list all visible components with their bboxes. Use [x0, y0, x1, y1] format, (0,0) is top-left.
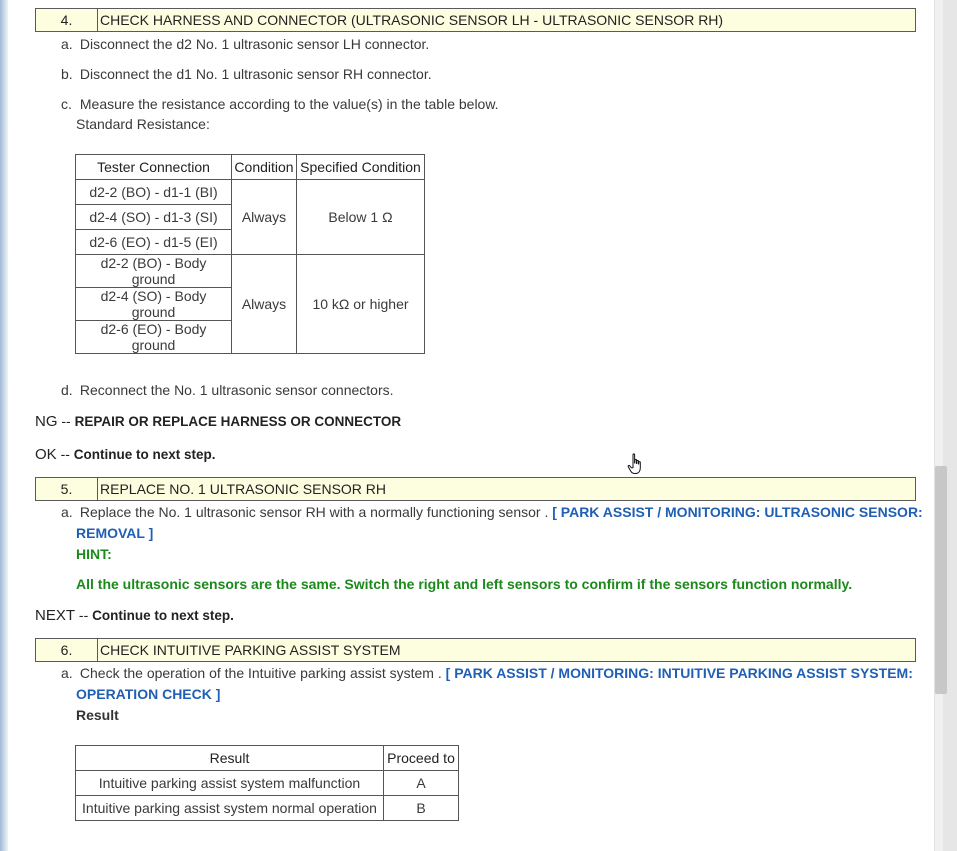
scrollbar-track[interactable]	[943, 0, 957, 851]
outcome-text: REPAIR OR REPLACE HARNESS OR CONNECTOR	[74, 414, 402, 429]
table-header: Proceed to	[384, 746, 459, 771]
next-outcome: NEXT -- Continue to next step.	[35, 607, 234, 624]
table-row	[76, 796, 459, 821]
hint-label: HINT:	[76, 546, 112, 562]
hint-text: All the ultrasonic sensors are the same. Switch the right and left sensors to confirm if the sensors function normally.	[76, 576, 853, 592]
vertical-scrollbar[interactable]	[934, 0, 957, 851]
outcome-text: Continue to next step.	[92, 608, 234, 623]
table-header: Tester Connection	[76, 155, 232, 180]
table-header: Condition	[232, 155, 297, 180]
step-number: 4.	[36, 9, 98, 31]
step-title: CHECK HARNESS AND CONNECTOR (ULTRASONIC SENSOR LH - ULTRASONIC SENSOR RH)	[100, 12, 724, 28]
outcome-code: NG	[35, 413, 58, 430]
step-4-item-d: d. Reconnect the No. 1 ultrasonic sensor connectors.	[61, 382, 394, 398]
standard-resistance-label: Standard Resistance:	[76, 116, 210, 132]
operation-check-link-cont[interactable]: OPERATION CHECK ]	[76, 686, 221, 702]
step-number: 6.	[36, 639, 98, 661]
table-cell: d2-2 (BO) - Body ground	[76, 255, 232, 288]
table-cell: d2-4 (SO) - d1-3 (SI)	[76, 205, 232, 230]
table-row	[76, 255, 425, 288]
step-5-header	[35, 477, 916, 501]
table-cell: Below 1 Ω	[297, 180, 425, 255]
hand-cursor-icon	[627, 453, 645, 475]
table-cell: A	[384, 771, 459, 796]
table-header: Result	[76, 746, 384, 771]
table-cell: Always	[232, 180, 297, 255]
result-table	[75, 745, 459, 821]
table-cell: Always	[232, 255, 297, 354]
outcome-code: NEXT	[35, 607, 76, 624]
step-title: CHECK INTUITIVE PARKING ASSIST SYSTEM	[100, 642, 401, 658]
table-cell: B	[384, 796, 459, 821]
table-row	[76, 771, 459, 796]
table-header: Specified Condition	[297, 155, 425, 180]
outcome-text: Continue to next step.	[73, 447, 216, 462]
step-title: REPLACE NO. 1 ULTRASONIC SENSOR RH	[100, 481, 387, 497]
step-number: 5.	[36, 478, 98, 500]
table-cell: d2-6 (EO) - d1-5 (EI)	[76, 230, 232, 255]
step-6-header	[35, 638, 916, 662]
step-4-item-c: c. Measure the resistance according to the value(s) in the table below.	[61, 96, 499, 112]
resistance-table	[75, 154, 425, 354]
outcome-code: OK	[35, 446, 57, 463]
table-cell: d2-6 (EO) - Body ground	[76, 321, 232, 354]
result-label: Result	[76, 707, 119, 723]
step-4-header	[35, 8, 916, 32]
ng-outcome: NG -- REPAIR OR REPLACE HARNESS OR CONNECTOR	[35, 413, 402, 430]
scrollbar-thumb[interactable]	[935, 466, 947, 694]
table-cell: 10 kΩ or higher	[297, 255, 425, 354]
ok-outcome: OK -- Continue to next step.	[35, 446, 216, 463]
step-6-item-a: a. Check the operation of the Intuitive parking assist system . [ PARK ASSIST / MONITORING: INTUITIVE PARKING ASSIST SYSTEM:	[61, 665, 913, 681]
table-cell: Intuitive parking assist system normal operation	[76, 796, 384, 821]
step-5-item-a: a. Replace the No. 1 ultrasonic sensor RH with a normally functioning sensor . [ PARK ASSIST / MONITORING: ULTRASONIC SENSOR:	[61, 504, 923, 520]
table-row	[76, 180, 425, 205]
table-cell: d2-2 (BO) - d1-1 (BI)	[76, 180, 232, 205]
ultrasonic-sensor-removal-link[interactable]: [ PARK ASSIST / MONITORING: ULTRASONIC SENSOR:	[552, 504, 923, 520]
step-4-item-b: b. Disconnect the d1 No. 1 ultrasonic sensor RH connector.	[61, 66, 432, 82]
operation-check-link[interactable]: [ PARK ASSIST / MONITORING: INTUITIVE PARKING ASSIST SYSTEM:	[445, 665, 913, 681]
table-cell: Intuitive parking assist system malfunction	[76, 771, 384, 796]
ultrasonic-sensor-removal-link-cont[interactable]: REMOVAL ]	[76, 525, 154, 541]
table-cell: d2-4 (SO) - Body ground	[76, 288, 232, 321]
step-4-item-a: a. Disconnect the d2 No. 1 ultrasonic sensor LH connector.	[61, 36, 430, 52]
